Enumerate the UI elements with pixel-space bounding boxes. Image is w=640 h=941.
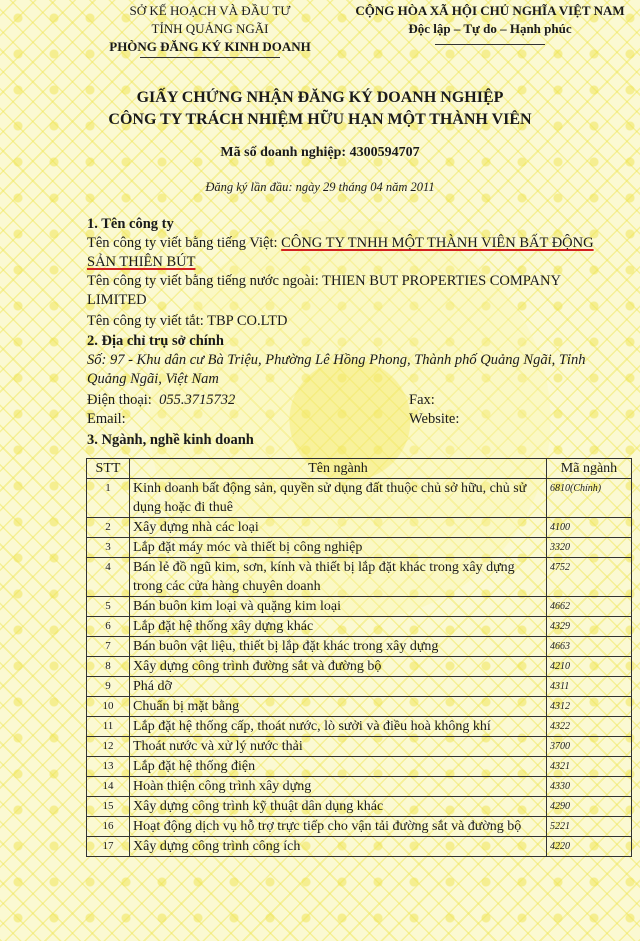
cell-stt: 11: [87, 717, 130, 737]
cell-name: Hoàn thiện công trình xây dựng: [130, 777, 547, 797]
cell-code: 4322: [547, 717, 632, 737]
cell-name: Bán buôn kim loại và quặng kim loại: [130, 597, 547, 617]
vietnamese-name: CÔNG TY TNHH MỘT THÀNH VIÊN BẤT ĐỘNG: [281, 235, 594, 251]
cell-stt: 17: [87, 837, 130, 857]
cell-code: 3700: [547, 737, 632, 757]
label: Điện thoại:: [87, 392, 152, 408]
cell-name: Xây dựng công trình kỹ thuật dân dụng khác: [130, 797, 547, 817]
vietnamese-name-cont: SẢN THIÊN BÚT: [87, 254, 196, 270]
cell-code: 4662: [547, 597, 632, 617]
authority-office: PHÒNG ĐĂNG KÝ KINH DOANH: [109, 39, 311, 54]
cell-stt: 8: [87, 657, 130, 677]
short-name: TBP CO.LTD: [207, 313, 288, 329]
table-row: [87, 837, 632, 857]
cell-name: Xây dựng công trình công ích: [130, 837, 547, 857]
cell-name: Bán lẻ đồ ngũ kim, sơn, kính và thiết bị lắp đặt khác trong xây dựng trong các cửa hàng chuyên doanh: [130, 558, 547, 597]
foreign-name: THIEN BUT PROPERTIES COMPANY: [322, 273, 561, 289]
cell-code: 4752: [547, 558, 632, 597]
cell-stt: 12: [87, 737, 130, 757]
cell-stt: 9: [87, 677, 130, 697]
cell-stt: 3: [87, 538, 130, 558]
table-row: [87, 558, 632, 597]
table-row: [87, 737, 632, 757]
cell-stt: 4: [87, 558, 130, 597]
cell-name: Phá dỡ: [130, 677, 547, 697]
cell-code: 4311: [547, 677, 632, 697]
cell-stt: 1: [87, 479, 130, 518]
cell-name: Xây dựng nhà các loại: [130, 518, 547, 538]
first-registration-date: Đăng ký lần đầu: ngày 29 tháng 04 năm 2011: [205, 180, 435, 194]
table-row: [87, 817, 632, 837]
cell-name: Kinh doanh bất động sản, quyền sử dụng đất thuộc chủ sở hữu, chủ sử dụng hoặc đi thuê: [130, 479, 547, 518]
cell-stt: 5: [87, 597, 130, 617]
issuing-authority: [80, 2, 340, 58]
cell-stt: 14: [87, 777, 130, 797]
enterprise-code: Mã số doanh nghiệp: 4300594707: [220, 145, 420, 160]
section-heading: 1. Tên công ty: [87, 216, 174, 232]
section-heading: 3. Ngành, nghề kinh doanh: [87, 432, 254, 448]
fax-label: Fax:: [409, 392, 435, 408]
table-row: [87, 637, 632, 657]
table-row: [87, 677, 632, 697]
column-header: Tên ngành: [130, 459, 547, 479]
cell-code: 4100: [547, 518, 632, 538]
cell-name: Chuẩn bị mặt bằng: [130, 697, 547, 717]
cell-name: Bán buôn vật liệu, thiết bị lắp đặt khác trong xây dựng: [130, 637, 547, 657]
cell-name: Xây dựng công trình đường sắt và đường bộ: [130, 657, 547, 677]
authority-line: SỞ KẾ HOẠCH VÀ ĐẦU TƯ: [129, 3, 291, 18]
email-label: Email:: [87, 411, 126, 427]
document-subtitle: CÔNG TY TRÁCH NHIỆM HỮU HẠN MỘT THÀNH VIÊN: [108, 111, 532, 128]
table-row: [87, 479, 632, 518]
table-header: [87, 459, 632, 479]
foreign-name-cont: LIMITED: [87, 292, 147, 308]
label: Tên công ty viết bằng tiếng Việt:: [87, 235, 282, 251]
phone-number: 055.3715732: [159, 392, 236, 408]
national-motto: [340, 2, 640, 45]
cell-stt: 15: [87, 797, 130, 817]
cell-code: 4663: [547, 637, 632, 657]
section-heading: 2. Địa chỉ trụ sở chính: [87, 333, 224, 349]
section-company-name: [87, 215, 632, 450]
cell-code: 4329: [547, 617, 632, 637]
address: Số: 97 - Khu dân cư Bà Triệu, Phường Lê Hồng Phong, Thành phố Quảng Ngãi, Tỉnh: [87, 352, 586, 368]
cell-code: 4220: [547, 837, 632, 857]
column-header: Mã ngành: [547, 459, 632, 479]
cell-code: 4321: [547, 757, 632, 777]
cell-stt: 7: [87, 637, 130, 657]
authority-line: TỈNH QUẢNG NGÃI: [151, 21, 269, 36]
motto: Độc lập – Tự do – Hạnh phúc: [408, 21, 572, 36]
cell-stt: 13: [87, 757, 130, 777]
cell-stt: 2: [87, 518, 130, 538]
cell-code: 4312: [547, 697, 632, 717]
divider: [435, 44, 545, 45]
divider: [140, 57, 280, 58]
country-name: CỘNG HÒA XÃ HỘI CHỦ NGHĨA VIỆT NAM: [355, 3, 625, 18]
cell-name: Lắp đặt hệ thống xây dựng khác: [130, 617, 547, 637]
table-row: [87, 657, 632, 677]
cell-stt: 16: [87, 817, 130, 837]
table-row: [87, 538, 632, 558]
table-row: [87, 697, 632, 717]
label: Tên công ty viết bằng tiếng nước ngoài:: [87, 273, 323, 289]
cell-code: 4290: [547, 797, 632, 817]
cell-code: 5221: [547, 817, 632, 837]
table-row: [87, 597, 632, 617]
cell-name: Lắp đặt hệ thống điện: [130, 757, 547, 777]
cell-name: Lắp đặt hệ thống cấp, thoát nước, lò sưởi và điều hoà không khí: [130, 717, 547, 737]
website-label: Website:: [409, 411, 460, 427]
column-header: STT: [87, 459, 130, 479]
cell-name: Thoát nước và xử lý nước thải: [130, 737, 547, 757]
cell-code: 3320: [547, 538, 632, 558]
cell-code: 6810(Chính): [547, 479, 632, 518]
label: Tên công ty viết tắt:: [87, 313, 208, 329]
cell-stt: 6: [87, 617, 130, 637]
table-row: [87, 617, 632, 637]
business-lines-table: [86, 458, 632, 857]
document-title: GIẤY CHỨNG NHẬN ĐĂNG KÝ DOANH NGHIỆP: [136, 89, 504, 106]
cell-code: 4210: [547, 657, 632, 677]
cell-name: Lắp đặt máy móc và thiết bị công nghiệp: [130, 538, 547, 558]
table-row: [87, 777, 632, 797]
cell-name: Hoạt động dịch vụ hỗ trợ trực tiếp cho vận tải đường sắt và đường bộ: [130, 817, 547, 837]
table-row: [87, 757, 632, 777]
cell-code: 4330: [547, 777, 632, 797]
table-row: [87, 797, 632, 817]
cell-stt: 10: [87, 697, 130, 717]
table-row: [87, 518, 632, 538]
table-row: [87, 717, 632, 737]
address-cont: Quảng Ngãi, Việt Nam: [87, 371, 219, 387]
